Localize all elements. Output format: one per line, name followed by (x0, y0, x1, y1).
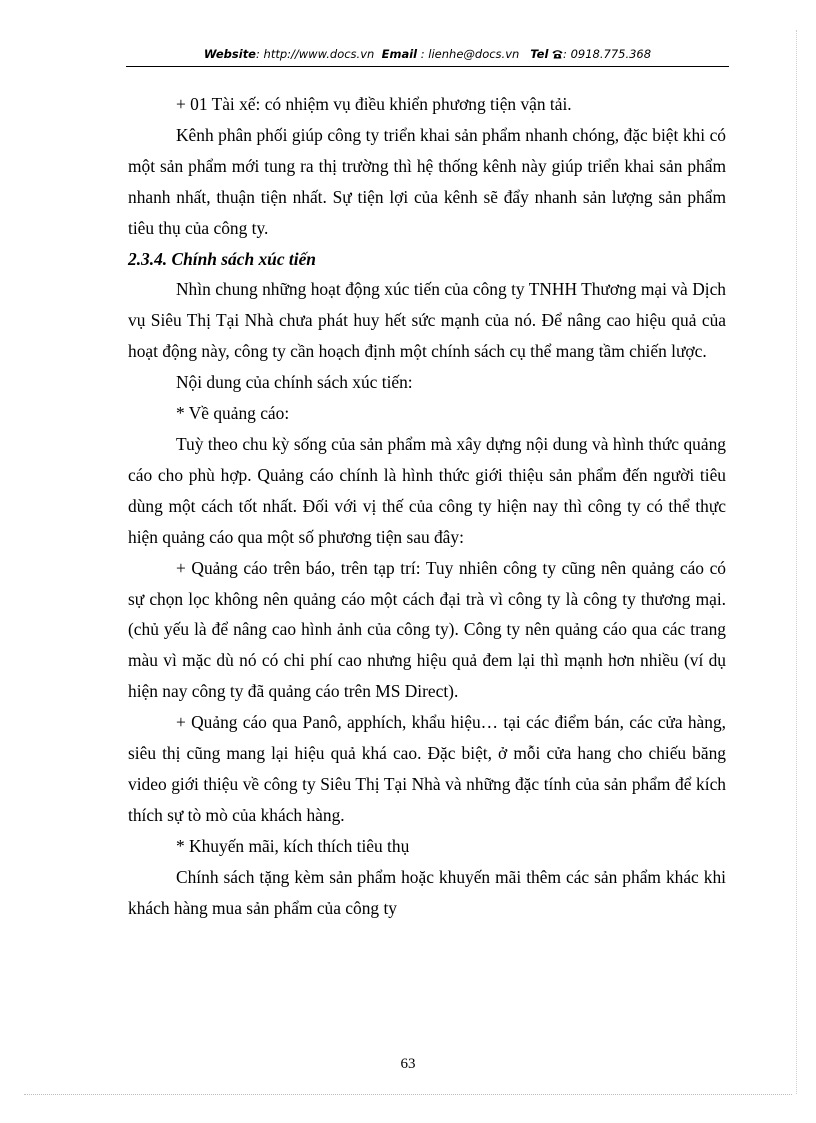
paragraph-distribution-channel: Kênh phân phối giúp công ty triển khai sản phẩm nhanh chóng, đặc biệt khi có một sản phẩm mới tung ra thị trường thì hệ thống kênh này giúp triển khai sản phẩm nhanh nhất, thuận tiện nhất. Sự tiện lợi của kênh sẽ đẩy nhanh sản lượng sản phẩm tiêu thụ của công ty. (128, 124, 726, 238)
paragraph-promotion-overview: Nhìn chung những hoạt động xúc tiến của công ty TNHH Thương mại và Dịch vụ Siêu Thị Tại Nhà chưa phát huy hết sức mạnh của nó. Để nâng cao hiệu quả của hoạt động này, công ty cần hoạch định một chính sách cụ thể mang tầm chiến lược. (128, 279, 726, 362)
section-heading: 2.3.4. Chính sách xúc tiến (128, 248, 316, 269)
paragraph-advertising-cycle: Tuỳ theo chu kỳ sống của sản phẩm mà xây dựng nội dung và hình thức quảng cáo cho phù hợp. Quảng cáo chính là hình thức giới thiệu sản phẩm đến người tiêu dùng một cách tốt nhất. Đối với vị thế của công ty hiện nay thì công ty có thể thực hiện quảng cáo qua một số phương tiện sau đây: (128, 433, 726, 547)
email-label: Email (381, 47, 418, 61)
paragraph-sales-promotion-label: * Khuyến mãi, kích thích tiêu thụ (176, 835, 410, 856)
paragraph-advertising-label: * Về quảng cáo: (176, 403, 290, 424)
bottom-dotted-border (24, 1094, 792, 1095)
body-text (128, 89, 726, 923)
website-value: : http://www.docs.vn (256, 47, 375, 61)
page-header (126, 47, 729, 61)
email-value: : lienhe@docs.vn (420, 47, 520, 61)
paragraph-print-advertising: + Quảng cáo trên báo, trên tạp trí: Tuy nhiên công ty cũng nên quảng cáo có sự chọn lọc không nên quảng cáo một cách đại trà vì công ty là công ty thương mại. (chủ yếu là để nâng cao hình ảnh của công ty). Công ty nên quảng cáo qua các trang màu vì mặc dù nó có chi phí cao nhưng hiệu quả đem lại thì mạnh hơn nhiều (ví dụ hiện nay công ty đã quảng cáo trên MS Direct). (128, 557, 726, 702)
paragraph-poster-advertising: + Quảng cáo qua Panô, apphích, khẩu hiệu… tại các điểm bán, các cửa hàng, siêu thị cũng mang lại hiệu quả khá cao. Đặc biệt, ở mỗi cửa hang cho chiếu băng video giới thiệu về công ty Siêu Thị Tại Nhà và những đặc tính của sản phẩm để kích thích sự tò mò của khách hàng. (128, 712, 726, 825)
page-number: 63 (400, 1056, 416, 1072)
paragraph-driver: + 01 Tài xế: có nhiệm vụ điều khiển phương tiện vận tải. (176, 94, 572, 114)
paragraph-gift-policy: Chính sách tặng kèm sản phẩm hoặc khuyến mãi thêm các sản phẩm khác khi khách hàng mua sản phẩm của công ty (128, 866, 726, 918)
tel-label: Tel (530, 47, 549, 61)
website-label: Website (203, 47, 256, 61)
paragraph-policy-content: Nội dung của chính sách xúc tiến: (176, 372, 413, 393)
telephone-icon (552, 47, 563, 61)
tel-value: : 0918.775.368 (563, 47, 652, 61)
header-rule (126, 66, 729, 67)
right-dotted-border (796, 30, 797, 1094)
